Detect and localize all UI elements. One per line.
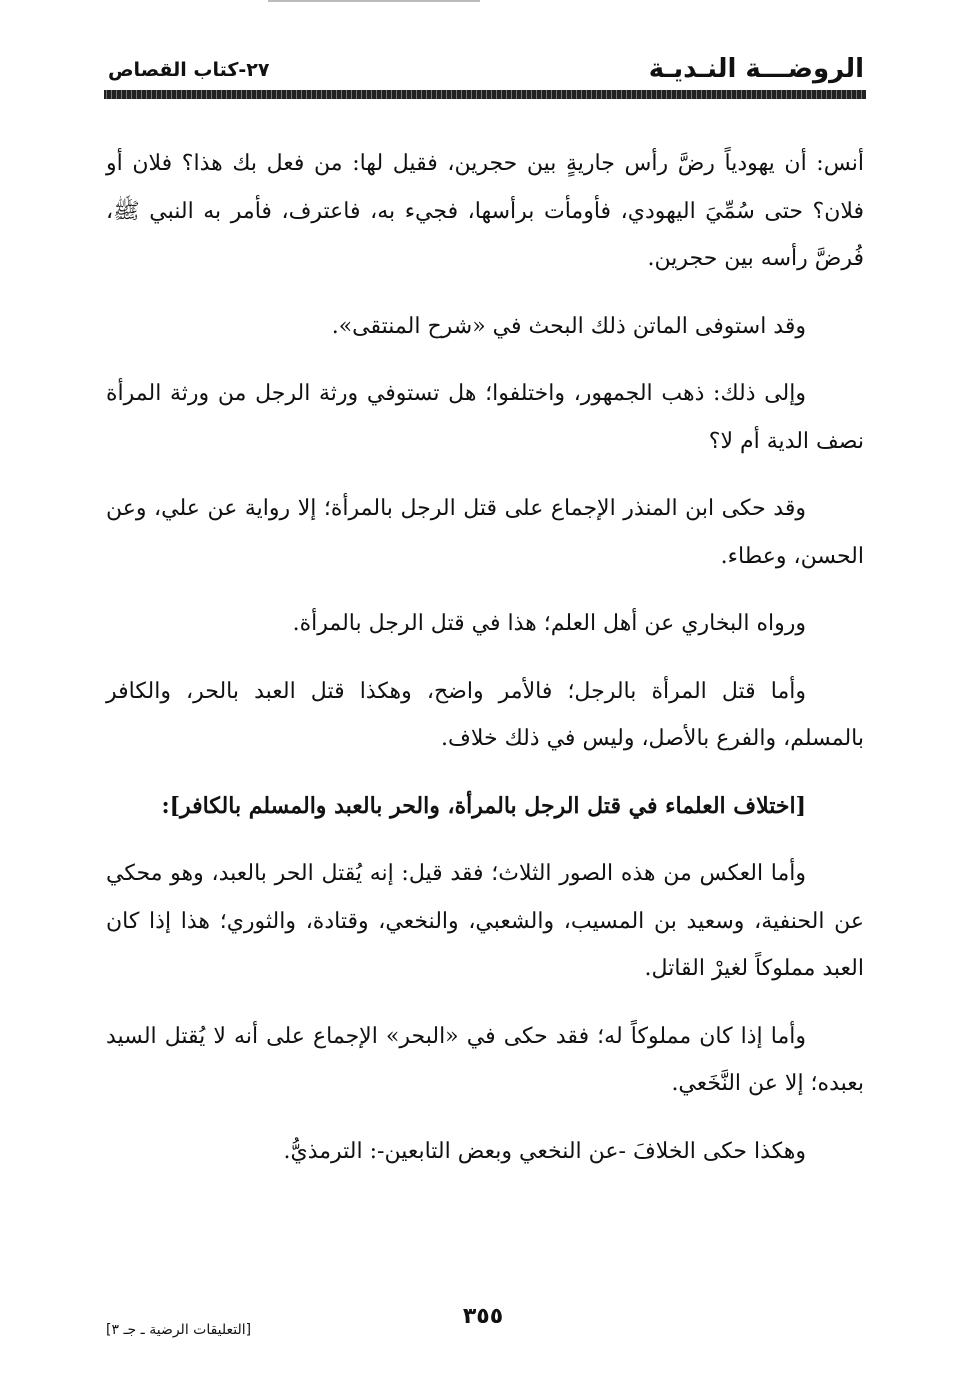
book-title: الروضـــة النـديـة	[648, 54, 864, 84]
header-rule	[104, 90, 866, 99]
paragraph-reverse-cases: وأما العكس من هذه الصور الثلاث؛ فقد قيل: إنه يُقتل الحر بالعبد، وهو محكي عن الحنفية، وسعيد بن المسيب، والشعبي، والنخعي، وقتادة، والثوري؛ هذا إذا كان العبد مملوكاً لغيرْ القاتل.	[106, 861, 864, 981]
paragraph-hadith-anas: أنس: أن يهودياً رضَّ رأس جاريةٍ بين حجرين، فقيل لها: من فعل بك هذا؟ فلان أو فلان؟ حتى سُمِّيَ اليهودي، فأومأت برأسها، فجيء به، فاعترف، فأمر به النبي ﷺ، فُرضَّ رأسه بين حجرين.	[106, 151, 864, 271]
paragraph-bukhari: ورواه البخاري عن أهل العلم؛ هذا في قتل الرجل بالمرأة.	[292, 611, 806, 636]
paragraph-woman-by-man: وأما قتل المرأة بالرجل؛ فالأمر واضح، وهكذا قتل العبد بالحر، والكافر بالمسلم، والفرع بالأصل، وليس في ذلك خلاف.	[106, 678, 864, 751]
top-decorative-rule	[268, 0, 480, 2]
page-number: ٣٥٥	[462, 1304, 504, 1329]
chapter-title: ٢٧-كتاب القصاص	[108, 59, 270, 81]
footer-reference: [التعليقات الرضية ـ جـ ٣]	[106, 1322, 252, 1338]
paragraph-jumhur: وإلى ذلك: ذهب الجمهور، واختلفوا؛ هل تستوفي ورثة الرجل من ورثة المرأة نصف الدية أم لا؟	[106, 381, 864, 454]
paragraph-ibn-almundhir: وقد حكى ابن المنذر الإجماع على قتل الرجل بالمرأة؛ إلا رواية عن علي، وعن الحسن، وعطاء.	[106, 496, 864, 569]
page-header	[108, 52, 864, 92]
section-heading: [اختلاف العلماء في قتل الرجل بالمرأة، والحر بالعبد والمسلم بالكافر]:	[161, 792, 806, 819]
page-body	[106, 140, 864, 1195]
paragraph-sharh-almuntaqa: وقد استوفى الماتن ذلك البحث في «شرح المنتقى».	[331, 313, 806, 339]
paragraph-own-slave: وأما إذا كان مملوكاً له؛ فقد حكى في «البحر» الإجماع على أنه لا يُقتل السيد بعبده؛ إلا عن النَّخَعي.	[106, 1023, 864, 1096]
paragraph-tirmidhi: وهكذا حكى الخلافَ -عن النخعي وبعض التابعين-: الترمذيُّ.	[283, 1138, 806, 1164]
